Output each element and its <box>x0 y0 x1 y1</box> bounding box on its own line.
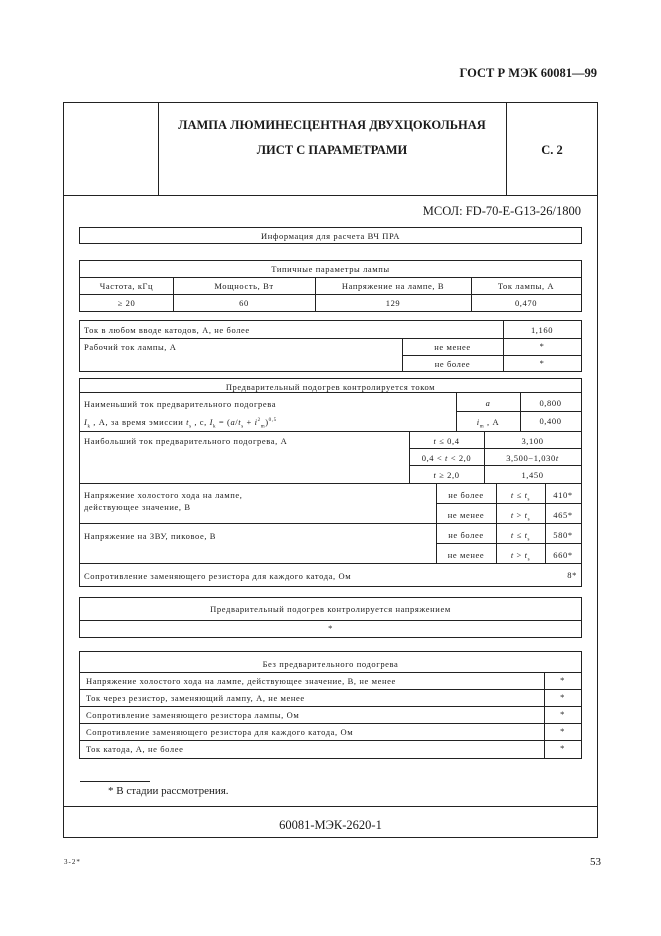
max-preheat-label: Наибольший ток предварительного подогрева, А <box>84 436 288 446</box>
preheat-voltage-table <box>79 597 582 638</box>
limit-label: не менее <box>447 550 485 560</box>
typical-header: Напряжение на лампе, В <box>341 281 445 291</box>
working-current-min: * <box>539 341 545 351</box>
zvu-voltage-max: 580* <box>553 530 573 540</box>
oc-voltage-label-2: действующее значение, В <box>84 502 191 512</box>
no-preheat-row-value: * <box>560 743 565 753</box>
header-bottom-line <box>63 195 598 196</box>
cathode-current-label: Ток в любом вводе катодов, А, не более <box>84 325 250 335</box>
no-preheat-row-label: Напряжение холостого хода на лампе, действующее значение, В, не менее <box>86 676 396 686</box>
zvu-voltage-label: Напряжение на ЗВУ, пиковое, В <box>84 531 217 541</box>
zvu-voltage-min: 660* <box>553 550 573 560</box>
standard-number: ГОСТ Р МЭК 60081—99 <box>459 66 597 80</box>
no-preheat-title: Без предварительного подогрева <box>262 659 399 669</box>
sheet-page-code: С. 2 <box>541 143 563 157</box>
im-symbol: $i_m$ , А <box>476 417 500 430</box>
oc-voltage-label-1: Напряжение холостого хода на лампе, <box>84 490 243 500</box>
a-symbol: a <box>485 398 491 408</box>
info-title: Информация для расчета ВЧ ПРА <box>261 231 400 241</box>
page-number: 53 <box>590 856 601 868</box>
preheat-formula: $I_k$ , А, за время эмиссии $t_s$ , с, $I_k = (a/t_s + i^2_m)^{0,5}$ <box>84 417 277 430</box>
time-cond: $t > t_s$ <box>510 550 531 563</box>
info-title-box <box>79 227 582 244</box>
no-preheat-row-value: * <box>560 692 565 702</box>
max-preheat-cond: t ≥ 2,0 <box>433 470 460 480</box>
im-value: 0,400 <box>539 416 562 426</box>
typical-header: Ток лампы, А <box>497 281 555 291</box>
max-preheat-cond: 0,4 < t < 2,0 <box>421 453 472 463</box>
max-preheat-value: 3,500−1,030t <box>506 453 559 463</box>
limit-label: не менее <box>447 510 485 520</box>
oc-voltage-max: 410* <box>553 490 573 500</box>
typical-value: 60 <box>239 298 249 308</box>
no-preheat-row-value: * <box>560 709 565 719</box>
not-more-label: не более <box>434 359 471 369</box>
footnote: * В стадии рассмотрения. <box>108 785 229 797</box>
typical-value: 0,470 <box>514 298 538 308</box>
footer-code: 60081-МЭК-2620-1 <box>279 818 382 832</box>
cathode-current-value: 1,160 <box>530 325 554 335</box>
document-subtitle: ЛИСТ С ПАРАМЕТРАМИ <box>256 143 408 157</box>
max-preheat-value: 3,100 <box>521 436 544 446</box>
typical-title: Типичные параметры лампы <box>271 264 390 274</box>
cathode-resistor-label: Сопротивление заменяющего резистора для каждого катода, Ом <box>84 571 352 581</box>
max-preheat-cond: t ≤ 0,4 <box>433 436 460 446</box>
no-preheat-row-label: Сопротивление заменяющего резистора лампы, Ом <box>86 710 300 720</box>
lamp-designation: МСОЛ: FD-70-E-G13-26/1800 <box>422 204 581 218</box>
typical-value: 129 <box>385 298 401 308</box>
preheat-current-table <box>79 378 582 587</box>
typical-header: Мощность, Вт <box>214 281 274 291</box>
lamp-current-table <box>79 320 582 372</box>
preheat-voltage-value: * <box>328 623 333 633</box>
preheat-voltage-title: Предварительный подогрев контролируется напряжением <box>210 604 451 614</box>
cathode-resistor-value: 8* <box>567 570 577 580</box>
footer-divider <box>63 806 598 807</box>
no-preheat-row-label: Сопротивление заменяющего резистора для каждого катода, Ом <box>86 727 354 737</box>
document-title: ЛАМПА ЛЮМИНЕСЦЕНТНАЯ ДВУХЦОКОЛЬНАЯ <box>178 118 486 132</box>
working-current-max: * <box>539 358 545 368</box>
no-preheat-row-value: * <box>560 675 565 685</box>
a-value: 0,800 <box>539 398 562 408</box>
no-preheat-row-label: Ток через резистор, заменяющий лампу, А, не менее <box>86 693 305 703</box>
no-preheat-row-value: * <box>560 726 565 736</box>
limit-label: не более <box>448 530 484 540</box>
not-less-label: не менее <box>434 342 471 352</box>
typical-header: Частота, кГц <box>99 281 154 291</box>
time-cond: $t \le t_s$ <box>510 490 531 503</box>
typical-value: ≥ 20 <box>117 298 136 308</box>
footnote-rule <box>80 781 150 782</box>
time-cond: $t \le t_s$ <box>510 530 531 543</box>
working-current-label: Рабочий ток лампы, А <box>84 342 177 352</box>
limit-label: не более <box>448 490 484 500</box>
preheat-current-title: Предварительный подогрев контролируется током <box>225 382 436 392</box>
no-preheat-table <box>79 651 582 759</box>
time-cond: $t > t_s$ <box>510 510 531 523</box>
print-stamp: 3-2* <box>64 858 81 866</box>
oc-voltage-min: 465* <box>553 510 573 520</box>
max-preheat-value: 1,450 <box>521 470 544 480</box>
typical-params-table <box>79 260 582 312</box>
no-preheat-row-label: Ток катода, А, не более <box>86 744 184 754</box>
min-preheat-label: Наименьший ток предварительного подогрева <box>84 399 277 409</box>
